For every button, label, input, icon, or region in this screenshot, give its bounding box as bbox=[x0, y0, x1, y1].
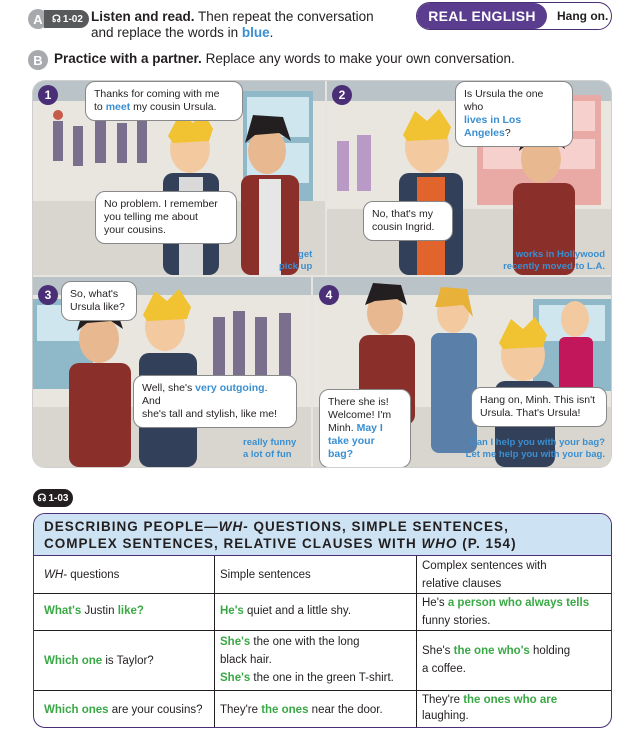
row3-c-green: the ones who are bbox=[463, 694, 558, 706]
alternative-2a: works in Hollywood bbox=[515, 249, 605, 260]
panel-number-2: 2 bbox=[332, 85, 352, 105]
comic-panel-2 bbox=[327, 81, 611, 275]
bubble-1a-pre: to bbox=[94, 101, 106, 113]
bubble-1a-line1: Thanks for coming with me bbox=[94, 88, 220, 100]
row3-q-green: Which ones bbox=[44, 704, 109, 716]
row2-s1-text: the one with the long bbox=[250, 636, 360, 648]
section-b-instructions bbox=[54, 51, 515, 67]
speech-bubble-1a bbox=[85, 81, 243, 121]
header-wh-questions bbox=[44, 566, 119, 584]
row1-q-text: Justin bbox=[81, 605, 118, 617]
real-english-box bbox=[416, 2, 612, 30]
alternative-3b: a lot of fun bbox=[243, 449, 292, 460]
speech-bubble-2b bbox=[363, 201, 453, 241]
bubble-3b-post: . And bbox=[142, 382, 268, 407]
bubble-1a-highlight: meet bbox=[105, 101, 131, 113]
grammar-title-line2 bbox=[44, 535, 601, 552]
bubble-2a-highlight: lives in Los Angeles bbox=[464, 114, 522, 139]
row2-complex bbox=[422, 642, 570, 678]
grammar-audio-tag[interactable] bbox=[33, 489, 73, 507]
title1-wh: WH- bbox=[218, 519, 249, 534]
bubble-4b-line2: Ursula. That's Ursula! bbox=[480, 407, 581, 419]
section-a-line2: and replace the words in bbox=[91, 25, 242, 40]
title1-post: QUESTIONS, SIMPLE SENTENCES, bbox=[248, 519, 509, 534]
section-b-bold: Practice with a partner. bbox=[54, 51, 202, 66]
grammar-title bbox=[34, 514, 611, 556]
alternatives-1 bbox=[279, 249, 312, 273]
comic-panel-3 bbox=[33, 277, 311, 467]
bubble-1b-line2: you telling me about bbox=[104, 211, 198, 223]
alternatives-4 bbox=[447, 437, 605, 461]
bubble-4b-line1: Hang on, Minh. This isn't bbox=[480, 394, 596, 406]
speech-bubble-1b bbox=[95, 191, 237, 244]
row1-c-text2: funny stories. bbox=[422, 615, 491, 627]
section-a-bold: Listen and read. bbox=[91, 9, 195, 24]
row-divider-3 bbox=[34, 690, 611, 691]
headphones-icon: ☊ bbox=[37, 492, 47, 504]
comic-panel-4 bbox=[313, 277, 611, 467]
bubble-2a-line1: Is Ursula the one who bbox=[464, 88, 544, 113]
section-a-period: . bbox=[269, 25, 274, 40]
comic-strip bbox=[33, 81, 611, 467]
header-questions: questions bbox=[67, 569, 120, 581]
comic-panel-1 bbox=[33, 81, 325, 275]
title2-pre: COMPLEX SENTENCES, RELATIVE CLAUSES WITH bbox=[44, 536, 422, 551]
title2-post: (P. 154) bbox=[457, 536, 517, 551]
row2-c-green: the one who's bbox=[453, 645, 530, 657]
section-b-badge: B bbox=[28, 50, 48, 70]
header-simple-sentences: Simple sentences bbox=[220, 569, 311, 581]
bubble-4a-highlight1: May I bbox=[356, 422, 383, 434]
row1-simple bbox=[220, 602, 351, 620]
row1-question bbox=[44, 602, 144, 620]
row1-q-green1: What's bbox=[44, 605, 82, 617]
audio-track-number: 1-02 bbox=[62, 13, 83, 25]
speech-bubble-4b bbox=[471, 387, 607, 427]
row2-simple bbox=[220, 633, 394, 687]
row3-s-text1: They're bbox=[220, 704, 262, 716]
header-complex-line1: Complex sentences with bbox=[422, 560, 547, 572]
row1-complex bbox=[422, 594, 589, 630]
row3-s-green: the ones bbox=[261, 704, 309, 716]
bubble-3a-line1: So, what's bbox=[70, 288, 119, 300]
alternative-3a: really funny bbox=[243, 437, 297, 448]
row3-c-text1: They're bbox=[422, 694, 464, 706]
header-complex-sentences bbox=[422, 557, 547, 593]
alternative-4b: Let me help you with your bag. bbox=[465, 449, 605, 460]
row3-c-text2: laughing. bbox=[422, 710, 469, 722]
bubble-3a-line2: Ursula like? bbox=[70, 301, 125, 313]
bubble-4a-line1: There she is! bbox=[328, 396, 389, 408]
alternative-1a: get bbox=[298, 249, 313, 260]
row2-s1-line2: black hair. bbox=[220, 654, 272, 666]
grammar-title-line1 bbox=[44, 518, 601, 535]
real-english-label: REAL ENGLISH bbox=[417, 3, 547, 29]
speech-bubble-3b bbox=[133, 375, 297, 428]
alternative-2b: recently moved to L.A. bbox=[503, 261, 605, 272]
row1-s-text: quiet and a little shy. bbox=[243, 605, 352, 617]
row1-s-green: He's bbox=[220, 605, 244, 617]
row3-s-text2: near the door. bbox=[308, 704, 383, 716]
row2-s2-green: She's bbox=[220, 672, 251, 684]
row2-c-text2: holding bbox=[529, 645, 571, 657]
real-english-phrase: Hang on. bbox=[557, 9, 609, 23]
section-a-instructions bbox=[91, 9, 374, 41]
title1-pre: DESCRIBING PEOPLE— bbox=[44, 519, 219, 534]
row1-q-green2: like? bbox=[117, 605, 144, 617]
row2-s2-text: the one in the green T-shirt. bbox=[250, 672, 394, 684]
bubble-4a-line2: Welcome! I'm bbox=[328, 409, 392, 421]
header-complex-line2: relative clauses bbox=[422, 578, 502, 590]
col-divider-2 bbox=[416, 556, 417, 728]
title2-who: WHO bbox=[421, 536, 458, 551]
col-divider-1 bbox=[214, 556, 215, 728]
speech-bubble-3a bbox=[61, 281, 137, 321]
alternatives-3 bbox=[243, 437, 296, 461]
row3-question bbox=[44, 701, 203, 719]
row-divider-2 bbox=[34, 630, 611, 631]
row2-q-text: is Taylor? bbox=[102, 655, 154, 667]
row2-c-line2: a coffee. bbox=[422, 663, 466, 675]
row3-q-text: are your cousins? bbox=[108, 704, 203, 716]
alternative-1b: pick up bbox=[279, 261, 313, 272]
audio-track-tag[interactable] bbox=[44, 10, 89, 28]
section-b-rest: Replace any words to make your own conversation. bbox=[201, 51, 515, 66]
row2-question bbox=[44, 652, 154, 670]
panel-number-4: 4 bbox=[319, 285, 339, 305]
section-a-blue-word: blue bbox=[241, 25, 270, 40]
bubble-3b-highlight: very outgoing bbox=[195, 382, 265, 394]
grammar-audio-number: 1-03 bbox=[48, 492, 69, 504]
row1-c-text1: He's bbox=[422, 597, 448, 609]
section-a-badge: A bbox=[28, 9, 48, 29]
row2-c-text1: She's bbox=[422, 645, 454, 657]
panel-number-1: 1 bbox=[38, 85, 58, 105]
grammar-box bbox=[33, 513, 612, 728]
bubble-3b-pre: Well, she's bbox=[142, 382, 196, 394]
row3-simple bbox=[220, 701, 383, 719]
row2-q-green: Which one bbox=[44, 655, 103, 667]
row1-c-green: a person who always tells bbox=[447, 597, 590, 609]
bubble-4a-pre: Minh. bbox=[328, 422, 357, 434]
header-wh: WH- bbox=[44, 569, 67, 581]
row3-complex bbox=[422, 692, 557, 724]
row2-s1-green: She's bbox=[220, 636, 251, 648]
bubble-2b-line1: No, that's my bbox=[372, 208, 433, 220]
bubble-3b-line2: she's tall and stylish, like me! bbox=[142, 408, 278, 420]
bubble-1b-line1: No problem. I remember bbox=[104, 198, 218, 210]
bubble-1b-line3: your cousins. bbox=[104, 224, 166, 236]
speech-bubble-4a bbox=[319, 389, 411, 467]
bubble-2b-line2: cousin Ingrid. bbox=[372, 221, 435, 233]
headphones-icon: ☊ bbox=[52, 13, 61, 25]
alternatives-2 bbox=[487, 249, 605, 273]
alternative-4a: Can I help you with your bag? bbox=[469, 437, 605, 448]
section-a-rest: Then repeat the conversation bbox=[194, 9, 374, 24]
bubble-1a-post: my cousin Ursula. bbox=[130, 101, 217, 113]
bubble-2a-post: ? bbox=[504, 127, 511, 139]
speech-bubble-2a bbox=[455, 81, 573, 147]
bubble-4a-highlight2: take your bag? bbox=[328, 435, 375, 460]
panel-number-3: 3 bbox=[38, 285, 58, 305]
